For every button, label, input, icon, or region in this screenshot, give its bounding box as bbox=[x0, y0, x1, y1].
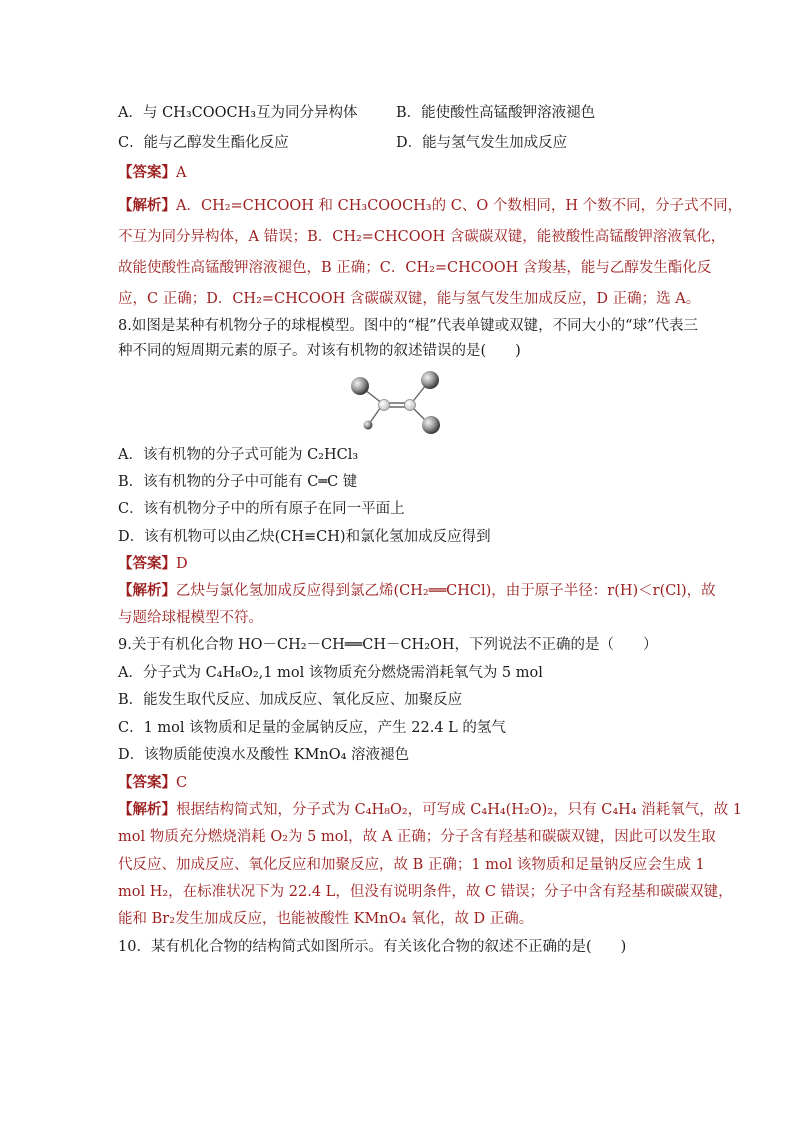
ball-and-stick-model bbox=[340, 368, 450, 438]
q7-option-c: C．能与乙醇发生酯化反应 bbox=[118, 135, 289, 151]
q7-analysis-line-3: 故能使酸性高锰酸钾溶液褪色，B 正确；C．CH₂=CHCOOH 含羧基，能与乙醇发生酯化反 bbox=[118, 260, 712, 276]
q8-option-c: C．该有机物分子中的所有原子在同一平面上 bbox=[118, 501, 405, 517]
q7-answer bbox=[118, 163, 186, 183]
q9-option-d: D．该物质能使溴水及酸性 KMnO₄ 溶液褪色 bbox=[118, 747, 410, 763]
q9-option-a: A．分子式为 C₄H₈O₂,1 mol 该物质充分燃烧需消耗氧气为 5 mol bbox=[118, 665, 543, 681]
analysis-text: A．CH₂=CHCOOH 和 CH₃COOCH₃的 C、O 个数相同，H 个数不同，分子式不同， bbox=[176, 198, 743, 214]
carbon-atom-ball bbox=[405, 400, 416, 411]
answer-value: C bbox=[176, 775, 188, 791]
analysis-tag: 【解析】 bbox=[118, 197, 176, 214]
q7-option-d: D．能与氢气发生加成反应 bbox=[396, 135, 568, 151]
analysis-text: 乙炔与氯化氢加成反应得到氯乙烯(CH₂══CHCl)，由于原子半径：r(H)＜r(Cl)，故 bbox=[176, 583, 716, 599]
q7-option-a: A．与 CH₃COOCH₃互为同分异构体 bbox=[118, 105, 358, 121]
q9-analysis-line-3: 代反应、加成反应、氧化反应和加聚反应，故 B 正确；1 mol 该物质和足量钠反应会生成 1 bbox=[118, 857, 705, 873]
answer-tag: 【答案】 bbox=[118, 555, 176, 572]
q9-analysis-line-5: 能和 Br₂发生加成反应，也能被酸性 KMnO₄ 氧化，故 D 正确。 bbox=[118, 911, 534, 927]
q8-option-b: B．该有机物的分子中可能有 C═C 键 bbox=[118, 474, 358, 490]
large-atom-ball bbox=[422, 416, 440, 434]
analysis-text: 根据结构简式知，分子式为 C₄H₈O₂，可写成 C₄H₄(H₂O)₂，只有 C₄H₄ 消耗氧气，故 1 bbox=[176, 802, 743, 818]
q8-stem-line-1: 8.如图是某种有机物分子的球棍模型。图中的“棍”代表单键或双键，不同大小的“球”代表三 bbox=[118, 318, 698, 334]
analysis-tag: 【解析】 bbox=[118, 582, 176, 599]
large-atom-ball bbox=[421, 371, 439, 389]
carbon-atom-ball bbox=[379, 400, 390, 411]
q9-analysis-line-4: mol H₂，在标准状况下为 22.4 L，但没有说明条件，故 C 错误；分子中含有羟基和碳碳双键， bbox=[118, 884, 733, 900]
q9-analysis-line-1 bbox=[118, 800, 742, 820]
answer-value: D bbox=[176, 556, 188, 572]
q10-stem: 10．某有机化合物的结构简式如图所示。有关该化合物的叙述不正确的是( ) bbox=[118, 939, 627, 955]
q7-option-b: B．能使酸性高锰酸钾溶液褪色 bbox=[396, 105, 596, 121]
q7-analysis-line-4: 应，C 正确；D．CH₂=CHCOOH 含碳碳双键，能与氢气发生加成反应，D 正确；选 A。 bbox=[118, 291, 701, 307]
answer-value: A bbox=[176, 165, 187, 181]
q9-option-c: C．1 mol 该物质和足量的金属钠反应，产生 22.4 L 的氢气 bbox=[118, 720, 506, 736]
q9-stem: 9.关于有机化合物 HO－CH₂－CH══CH－CH₂OH，下列说法不正确的是（ ） bbox=[118, 637, 658, 653]
q8-option-d: D．该有机物可以由乙炔(CH≡CH)和氯化氢加成反应得到 bbox=[118, 529, 491, 545]
q9-option-b: B．能发生取代反应、加成反应、氧化反应、加聚反应 bbox=[118, 692, 463, 708]
answer-tag: 【答案】 bbox=[118, 164, 176, 181]
q8-answer bbox=[118, 554, 188, 574]
analysis-tag: 【解析】 bbox=[118, 801, 176, 818]
small-atom-ball bbox=[364, 421, 373, 430]
q7-analysis-line-1 bbox=[118, 196, 742, 216]
q8-analysis-line-2: 与题给球棍模型不符。 bbox=[118, 610, 263, 626]
q9-answer bbox=[118, 773, 187, 793]
large-atom-ball bbox=[351, 377, 369, 395]
q9-analysis-line-2: mol 物质充分燃烧消耗 O₂为 5 mol，故 A 正确；分子含有羟基和碳碳双键，因此可以发生取 bbox=[118, 829, 716, 845]
q8-stem-line-2: 种不同的短周期元素的原子。对该有机物的叙述错误的是( ) bbox=[118, 343, 521, 359]
q8-option-a: A．该有机物的分子式可能为 C₂HCl₃ bbox=[118, 447, 359, 463]
answer-tag: 【答案】 bbox=[118, 774, 176, 791]
q7-analysis-line-2: 不互为同分异构体，A 错误；B．CH₂=CHCOOH 含碳碳双键，能被酸性高锰酸钾溶液氧化， bbox=[118, 229, 726, 245]
q8-analysis-line-1 bbox=[118, 581, 716, 601]
